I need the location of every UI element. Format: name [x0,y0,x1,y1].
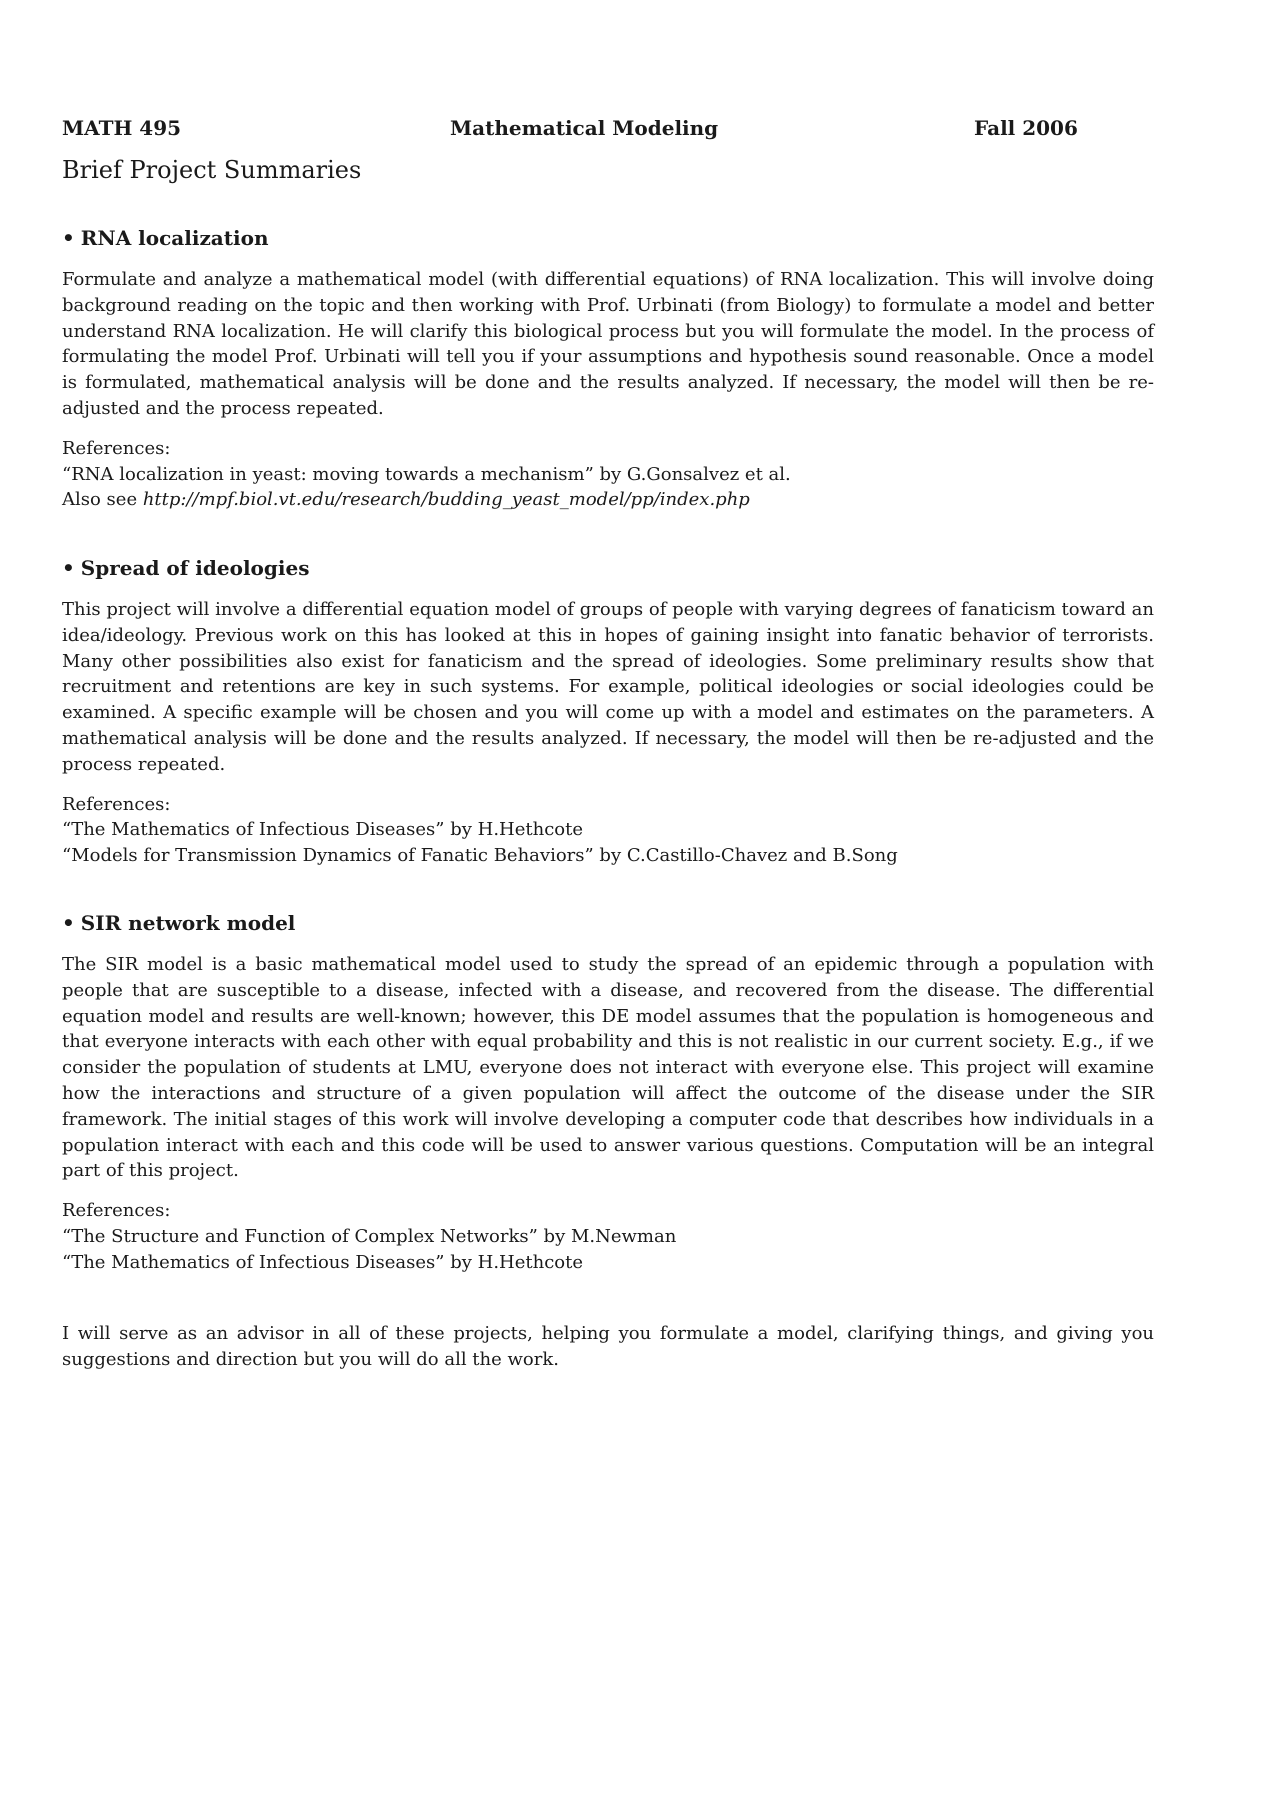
course-title: Mathematical Modeling [450,116,719,140]
section-title: Spread of ideologies [80,556,310,580]
project-section-rna [62,225,1154,513]
references-label: References: [62,1200,171,1222]
reference-item: “The Mathematics of Infectious Diseases” by H.Hethcote [62,819,584,841]
page-title: Brief Project Summaries [62,156,362,184]
references-label: References: [62,793,171,815]
section-body: Formulate and analyze a mathematical model (with differential equations) of RNA localization. This will involve doing background reading on the topic and then working with Prof. Urbinati (from Biology) to formulate a model and better understand RNA localization. He will clarify this biological process but you will formulate the model. In the process of formulating the model Prof. Urbinati will tell you if your assumptions and hypothesis sound reasonable. Once a model is formulated, mathematical analysis will be done and the results analyzed. If necessary, the model will then be re-adjusted and the process repeated. [62,269,1154,419]
references [62,1198,1154,1275]
section-heading [62,910,1154,936]
course-number: MATH 495 [62,116,182,140]
also-see-line [62,487,1154,513]
reference-item: “The Mathematics of Infectious Diseases” by H.Hethcote [62,1251,584,1273]
section-heading [62,225,1154,251]
reference-item: “RNA localization in yeast: moving towards a mechanism” by G.Gonsalvez et al. [62,463,791,485]
section-body: This project will involve a differential equation model of groups of people with varying degrees of fanaticism toward an idea/ideology. Previous work on this has looked at this in hopes of gaining insight into fanatic behavior of terrorists. Many other possibilities also exist for fanaticism and the spread of ideologies. Some preliminary results show that recruitment and retentions are key in such systems. For example, political ideologies or social ideologies could be examined. A specific example will be chosen and you will come up with a model and estimates on the parameters. A mathematical analysis will be done and the results analyzed. If necessary, the model will then be re-adjusted and the process repeated. [62,599,1154,775]
bullet-icon: • [62,556,75,580]
also-see-prefix: Also see [62,489,143,511]
section-body: The SIR model is a basic mathematical model used to study the spread of an epidemic through a population with people that are susceptible to a disease, infected with a disease, and recovered from the disease. The differential equation model and results are well-known; however, this DE model assumes that the population is homogeneous and that everyone interacts with each other with equal probability and this is not realistic in our current society. E.g., if we consider the population of students at LMU, everyone does not interact with everyone else. This project will examine how the interactions and structure of a given population will affect the outcome of the disease under the SIR framework. The initial stages of this work will involve developing a computer code that describes how individuals in a population interact with each and this code will be used to answer various questions. Computation will be an integral part of this project. [62,954,1154,1182]
references-label: References: [62,437,171,459]
section-heading [62,555,1154,581]
closing-text: I will serve as an advisor in all of these projects, helping you formulate a model, clarifying things, and giving you suggestions and direction but you will do all the work. [62,1323,1154,1370]
course-term: Fall 2006 [974,116,1078,140]
bullet-icon: • [62,911,75,935]
project-section-ideologies [62,555,1154,869]
course-header [62,116,1154,144]
references [62,792,1154,869]
bullet-icon: • [62,226,75,250]
section-title: SIR network model [80,911,296,935]
reference-item: “The Structure and Function of Complex Networks” by M.Newman [62,1225,677,1247]
reference-url: http://mpf.biol.vt.edu/research/budding_yeast_model/pp/index.php [142,489,750,511]
project-section-sir [62,910,1154,1276]
section-title: RNA localization [80,226,269,250]
references [62,436,1154,513]
closing-note [62,1321,1154,1373]
reference-item: “Models for Transmission Dynamics of Fanatic Behaviors” by C.Castillo-Chavez and B.Song [62,845,898,867]
